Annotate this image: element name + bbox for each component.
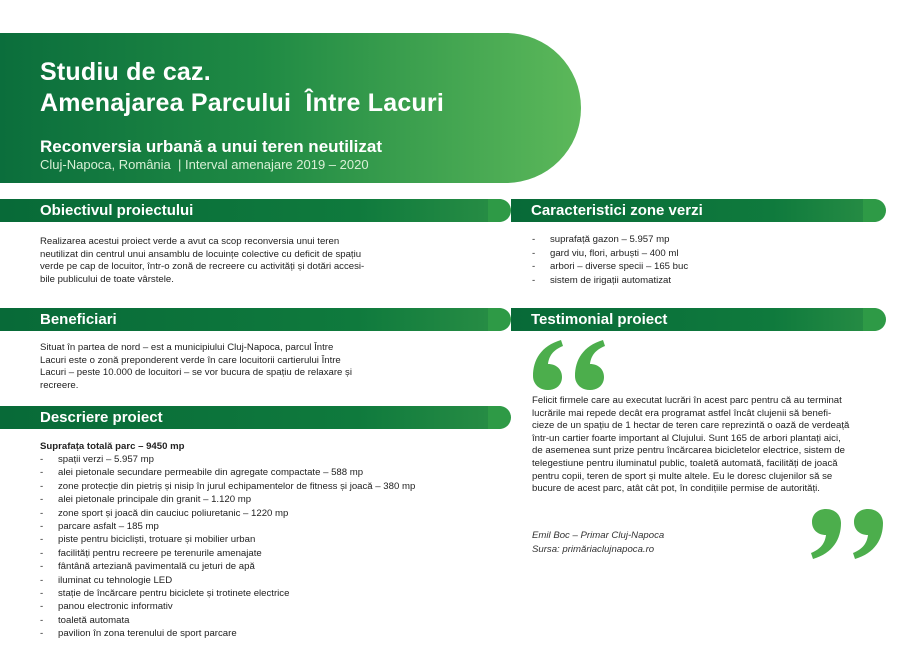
list-item: - zone sport și joacă din cauciuc poliuretanic – 1220 mp xyxy=(40,507,415,520)
testimonial-line: într-un cartier foarte important al Clujului. Sunt 165 de arbori plantați aici, xyxy=(532,432,841,444)
objective-line: Realizarea acestui proiect verde a avut ca scop reconversia unui teren xyxy=(40,236,340,247)
testimonial-line: bucure de acest parc, atât cât pot, în condițiile permise de autorități. xyxy=(532,483,820,495)
beneficiaries-heading-bar xyxy=(0,308,510,331)
list-item: - parcare asfalt – 185 mp xyxy=(40,520,415,533)
objective-line: bile publicului de toate vârstele. xyxy=(40,273,174,285)
testimonial-author: Emil Boc – Primar Cluj-Napoca xyxy=(532,530,665,541)
beneficiaries-line: Lacuri este o zonă preponderent verde în care locuitorii cartierului Între xyxy=(40,354,341,366)
list-item: - stație de încărcare pentru biciclete și trotinete electrice xyxy=(40,587,415,600)
list-item: - facilități pentru recreere pe terenurile amenajate xyxy=(40,547,415,560)
beneficiaries-heading: Beneficiari xyxy=(40,311,117,328)
testimonial-heading: Testimonial proiect xyxy=(531,311,668,328)
heading-cap xyxy=(488,199,511,222)
heading-cap xyxy=(863,308,886,331)
title-line-1: Studiu de caz. xyxy=(40,58,211,86)
testimonial-line: pentru copii, teren de sport și multe altele. Eu le doresc clujenilor să se xyxy=(532,470,833,482)
description-heading-bar xyxy=(0,406,510,429)
testimonial-heading-bar xyxy=(511,308,885,331)
list-item: - pavilion în zona terenului de sport parcare xyxy=(40,627,415,640)
objective-line: neutilizat din centrul unui ansamblu de locuințe colective cu deficit de spațiu xyxy=(40,248,362,260)
list-item: - spații verzi – 5.957 mp xyxy=(40,453,415,466)
green-heading-bar xyxy=(511,199,885,222)
beneficiaries-line: recreere. xyxy=(40,379,79,391)
testimonial-line: de asemenea sunt prize pentru încărcarea bicicletelor electrice, sistem de xyxy=(532,445,846,457)
list-item: - panou electronic informativ xyxy=(40,600,415,613)
hero-banner xyxy=(0,33,581,183)
green-list xyxy=(532,233,688,287)
heading-cap xyxy=(488,406,511,429)
list-item: - toaletă automata xyxy=(40,614,415,627)
beneficiaries-line: Situat în partea de nord – est a municipiului Cluj-Napoca, parcul Între xyxy=(40,342,334,353)
description-list xyxy=(40,453,415,641)
objective-line: verde pe cap de locuitor, într-o zonă de recreere cu activități și dotări accesi- xyxy=(40,261,365,273)
list-item: - alei pietonale principale din granit – 1.120 mp xyxy=(40,493,415,506)
heading-cap xyxy=(863,199,886,222)
testimonial-line: Felicit firmele care au executat lucrări în acest parc pentru că au terminat xyxy=(532,395,842,406)
open-quote-icon xyxy=(531,338,609,390)
close-quote-icon xyxy=(808,509,886,561)
testimonial-line: telegestiune pentru iluminatul public, toaletă automată, facilități de joacă xyxy=(532,457,838,469)
list-item: - fântână arteziană pavimentală cu jeturi de apă xyxy=(40,560,415,573)
list-item: - sistem de irigații automatizat xyxy=(532,274,688,288)
objective-heading: Obiectivul proiectului xyxy=(40,202,194,219)
list-item: - alei pietonale secundare permeabile din agregate compactate – 588 mp xyxy=(40,466,415,479)
list-item: - arbori – diverse specii – 165 buc xyxy=(532,260,688,274)
testimonial-source: Sursa: primăriaclujnapoca.ro xyxy=(532,544,655,555)
list-item: - gard viu, flori, arbuști – 400 ml xyxy=(532,247,688,261)
page-subtitle: Reconversia urbană a unui teren neutilizat xyxy=(40,137,382,156)
testimonial-line: cieze de un spațiu de 1 hectar de teren care reprezintă o oază de verdeață xyxy=(532,420,850,432)
testimonial-signature xyxy=(532,529,664,557)
list-item: - iluminat cu tehnologie LED xyxy=(40,574,415,587)
testimonial-text xyxy=(532,395,882,496)
list-item: - suprafață gazon – 5.957 mp xyxy=(532,233,688,247)
description-heading: Descriere proiect xyxy=(40,409,163,426)
beneficiaries-text xyxy=(40,342,480,392)
green-heading: Caracteristici zone verzi xyxy=(531,202,703,219)
list-item: - zone protecție din pietriș și nisip în jurul echipamentelor de fitness și joacă – 380 mp xyxy=(40,480,415,493)
location-interval: Cluj-Napoca, România | Interval amenajare 2019 – 2020 xyxy=(40,157,369,172)
beneficiaries-line: Lacuri – peste 10.000 de locuitori – se vor bucura de spațiu de relaxare și xyxy=(40,367,352,379)
objective-heading-bar xyxy=(0,199,510,222)
description-total: Suprafața totală parc – 9450 mp xyxy=(40,441,185,452)
page-title xyxy=(40,57,444,119)
heading-cap xyxy=(488,308,511,331)
objective-text xyxy=(40,236,480,286)
title-line-2: Amenajarea Parcului Între Lacuri xyxy=(40,89,444,117)
testimonial-line: lucrările mai repede decât era programat astfel încât clujenii să benefi- xyxy=(532,407,832,419)
list-item: - piste pentru bicicliști, trotuare și mobilier urban xyxy=(40,533,415,546)
